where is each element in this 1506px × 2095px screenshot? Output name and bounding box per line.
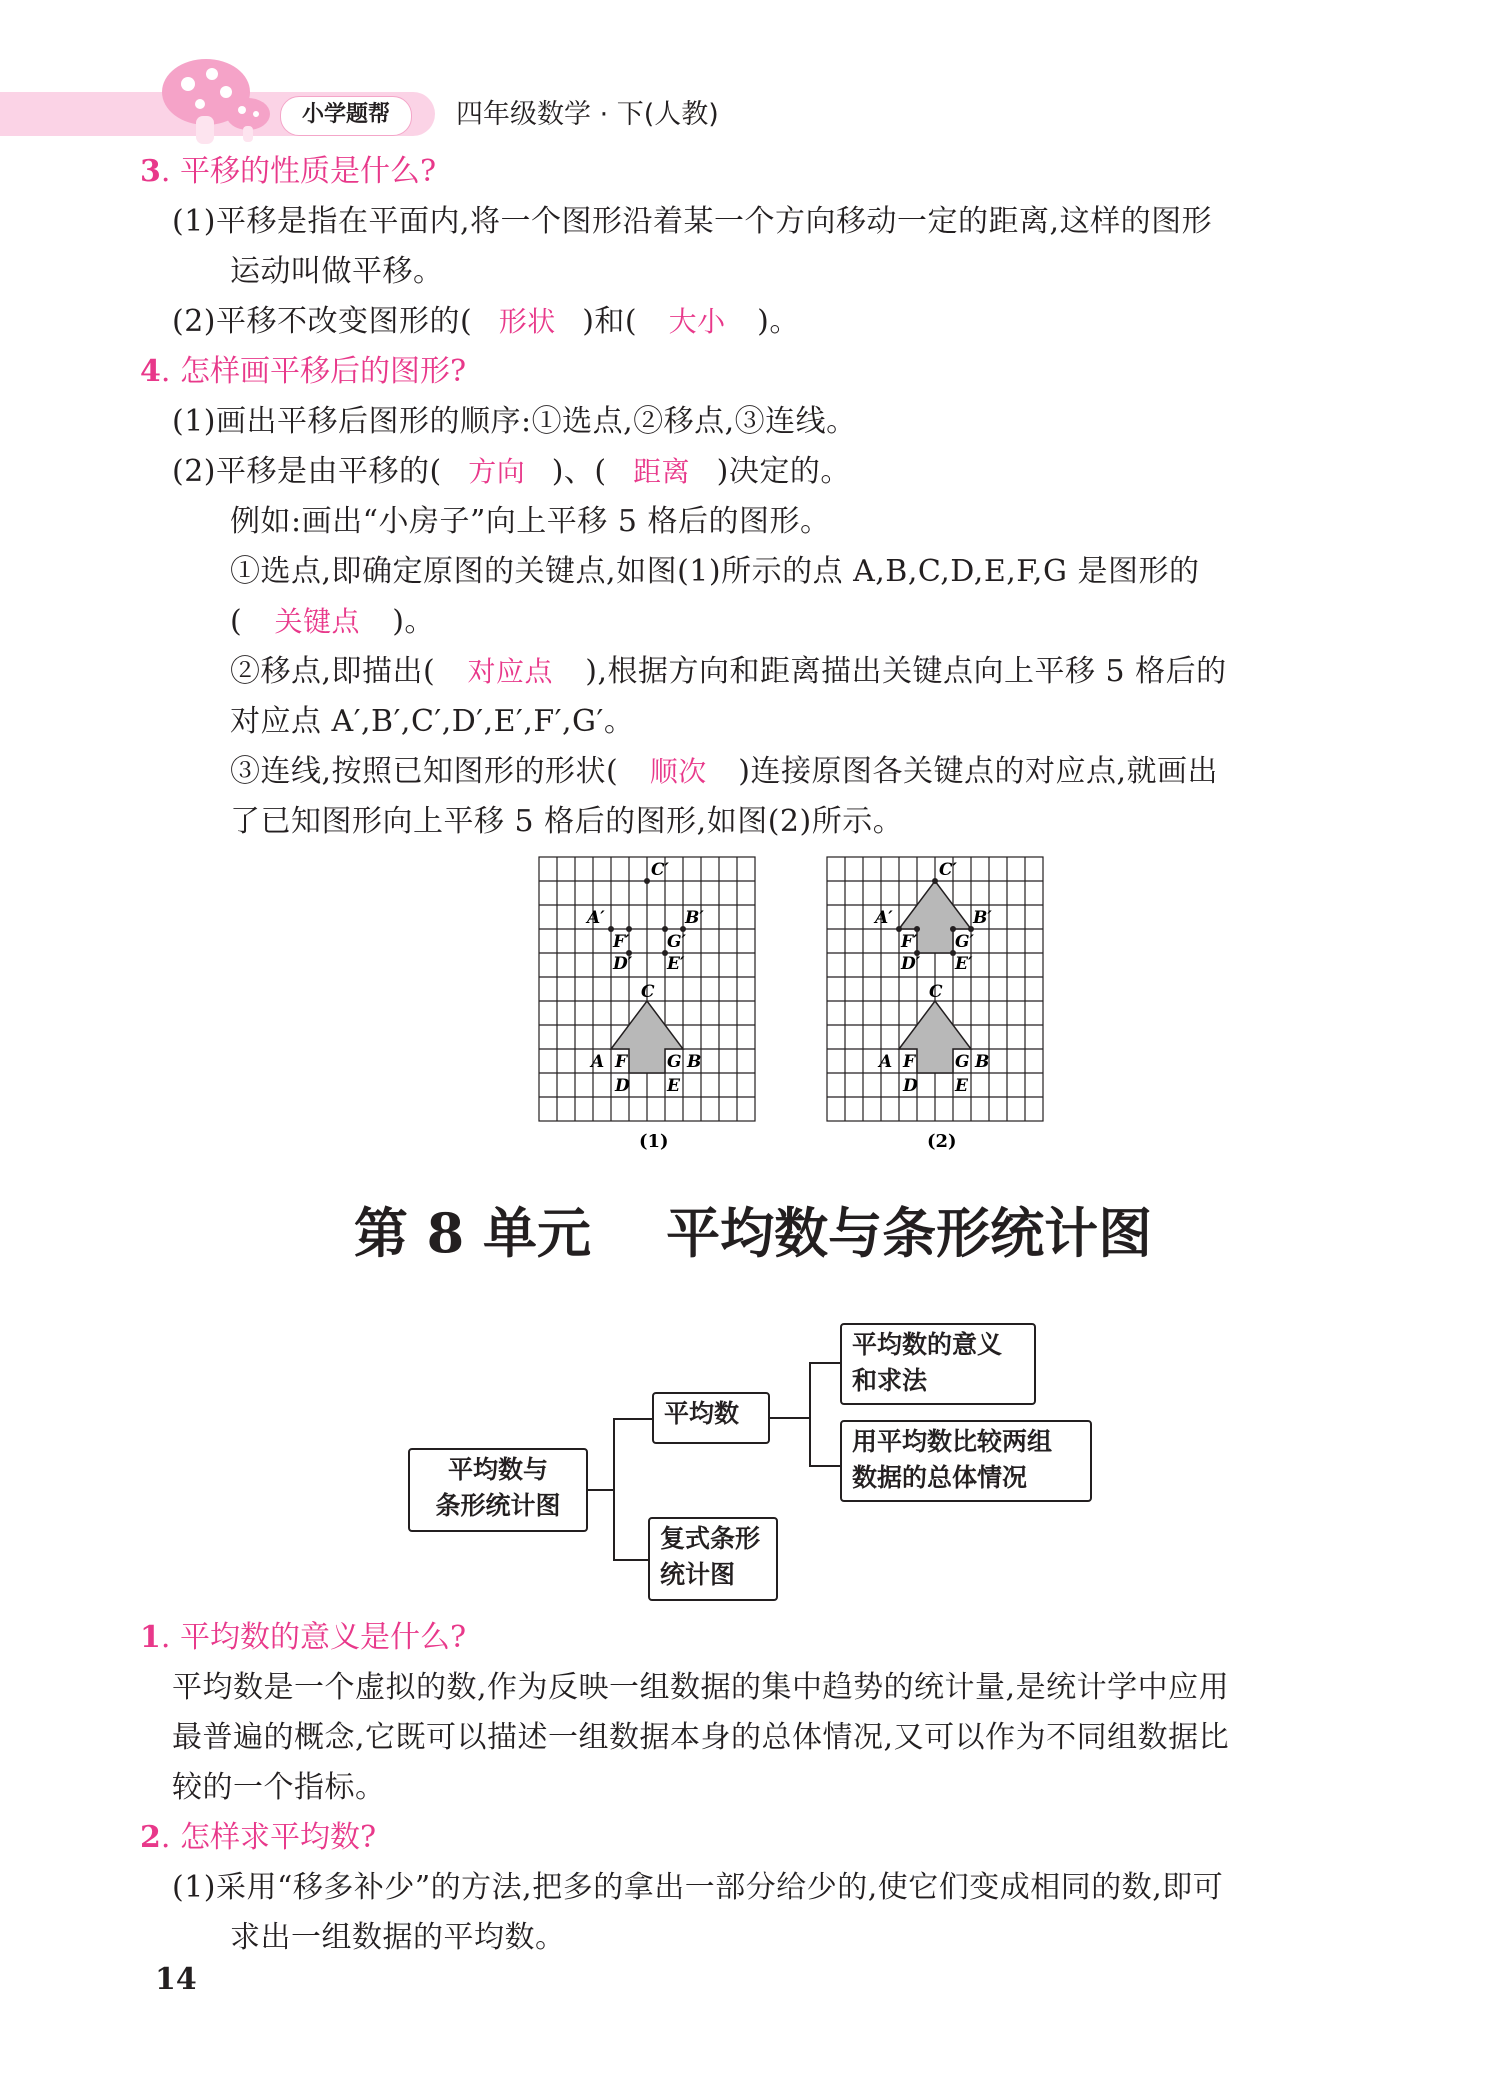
q3-number: 3 xyxy=(140,154,161,189)
q4-step3-line1 xyxy=(230,752,1218,792)
q4-p1: (1)画出平移后图形的顺序:①选点,②移点,③连线。 xyxy=(172,404,857,439)
header-book-title: 四年级数学 · 下(人教) xyxy=(456,99,719,130)
mindmap-average-compare-line2: 数据的总体情况 xyxy=(852,1463,1028,1492)
q4-answer-in-order: 顺次 xyxy=(649,755,707,788)
label2-f: F xyxy=(903,1052,916,1072)
figure-1-grid xyxy=(539,857,755,1152)
mindmap-bar-chart xyxy=(648,1517,778,1601)
q4-example: 例如:画出“小房子”向上平移 5 格后的图形。 xyxy=(230,504,831,539)
mindmap-average-label: 平均数 xyxy=(664,1399,740,1428)
figure-2-caption: (2) xyxy=(927,1131,957,1152)
mindmap-connector xyxy=(809,1362,811,1466)
q3-title: . 平移的性质是什么? xyxy=(160,154,437,189)
mindmap-average-compare-line1: 用平均数比较两组 xyxy=(852,1427,1053,1456)
q4-step1-text-b: )。 xyxy=(392,604,435,639)
mindmap-connector xyxy=(613,1418,615,1560)
label-d: D xyxy=(615,1076,630,1096)
q4-step3-line2: 了已知图形向上平移 5 格后的图形,如图(2)所示。 xyxy=(230,804,904,839)
s1-heading xyxy=(140,1618,466,1658)
mindmap-average-meaning-line1: 平均数的意义 xyxy=(852,1330,1003,1359)
q3-p2-text-a: (2)平移不改变图形的( xyxy=(172,304,473,339)
s1-number: 1 xyxy=(140,1620,161,1655)
mindmap-root xyxy=(408,1448,588,1532)
s1-line2: 最普遍的概念,它既可以描述一组数据本身的总体情况,又可以作为不同组数据比 xyxy=(172,1720,1230,1755)
label-d-prime: D′ xyxy=(613,954,633,974)
mindmap-connector xyxy=(588,1489,614,1491)
q4-step3-text-a: ③连线,按照已知图形的形状( xyxy=(230,754,619,789)
label2-d-prime: D′ xyxy=(901,954,921,974)
translation-figures xyxy=(530,855,1050,1160)
q4-step1-line2 xyxy=(230,602,435,642)
q4-p2-text-c: )决定的。 xyxy=(716,454,851,489)
q4-p2 xyxy=(172,452,851,492)
label-a-prime: A′ xyxy=(587,908,605,928)
q4-p2-text-a: (2)平移是由平移的( xyxy=(172,454,442,489)
q4-step1-text-a: ( xyxy=(230,604,243,639)
label2-e-prime: E′ xyxy=(955,954,973,974)
mindmap-connector xyxy=(809,1465,841,1467)
s2-number: 2 xyxy=(140,1820,161,1855)
mindmap-connector xyxy=(809,1362,841,1364)
s2-heading xyxy=(140,1818,376,1858)
label-f: F xyxy=(615,1052,628,1072)
label2-d: D xyxy=(903,1076,918,1096)
label-b: B xyxy=(687,1052,702,1072)
label2-g: G xyxy=(955,1052,970,1072)
q3-p1-line1: (1)平移是指在平面内,将一个图形沿着某一个方向移动一定的距离,这样的图形 xyxy=(172,204,1213,239)
figure-1-caption: (1) xyxy=(639,1131,669,1152)
label2-e: E xyxy=(955,1076,968,1096)
q3-p2 xyxy=(172,302,800,342)
mindmap-connector xyxy=(770,1417,810,1419)
q3-p1-line2: 运动叫做平移。 xyxy=(230,254,444,289)
q4-number: 4 xyxy=(140,354,161,389)
label-g-prime: G′ xyxy=(667,932,687,952)
q4-step3-text-b: )连接原图各关键点的对应点,就画出 xyxy=(738,754,1218,789)
mindmap-bar-chart-line2: 统计图 xyxy=(660,1560,736,1589)
q4-answer-corresponding-points: 对应点 xyxy=(467,655,553,688)
q4-step2-line1 xyxy=(230,652,1227,692)
label2-c-prime: C′ xyxy=(939,860,958,880)
mindmap-average-compare xyxy=(840,1420,1092,1502)
q4-step1-line1: ①选点,即确定原图的关键点,如图(1)所示的点 A,B,C,D,E,F,G 是图形的 xyxy=(230,554,1200,589)
label2-a: A xyxy=(879,1052,893,1072)
mindmap-connector xyxy=(613,1559,649,1561)
q4-heading xyxy=(140,352,466,392)
label2-f-prime: F′ xyxy=(901,932,918,952)
mindmap-root-line1: 平均数与 xyxy=(447,1455,548,1484)
s2-line2: 求出一组数据的平均数。 xyxy=(230,1920,566,1955)
q4-step2-text-a: ②移点,即描出( xyxy=(230,654,436,689)
label-c-prime: C′ xyxy=(651,860,670,880)
unit-title: 第 8 单元 平均数与条形统计图 xyxy=(353,1201,1153,1265)
mushroom-logo-icon xyxy=(160,52,275,147)
mindmap-bar-chart-line1: 复式条形 xyxy=(660,1524,761,1553)
label-g: G xyxy=(667,1052,682,1072)
s1-title: . 平均数的意义是什么? xyxy=(160,1620,467,1655)
mindmap-average xyxy=(652,1392,770,1444)
label2-g-prime: G′ xyxy=(955,932,975,952)
mindmap-root-line2: 条形统计图 xyxy=(435,1491,561,1520)
s2-line1: (1)采用“移多补少”的方法,把多的拿出一部分给少的,使它们变成相同的数,即可 xyxy=(172,1870,1224,1905)
q4-answer-direction: 方向 xyxy=(468,455,526,488)
mindmap-average-meaning-line2: 和求法 xyxy=(852,1366,928,1395)
q3-heading xyxy=(140,152,436,192)
q4-answer-key-points: 关键点 xyxy=(274,605,360,638)
s2-title: . 怎样求平均数? xyxy=(160,1820,377,1855)
label-e-prime: E′ xyxy=(667,954,685,974)
label2-b-prime: B′ xyxy=(973,908,992,928)
label2-b: B xyxy=(975,1052,990,1072)
label2-c: C xyxy=(929,982,943,1002)
header-brand: 小学题帮 xyxy=(301,102,390,127)
q3-p2-text-b: )和( xyxy=(582,304,638,339)
q4-title: . 怎样画平移后的图形? xyxy=(160,354,467,389)
label-b-prime: B′ xyxy=(685,908,704,928)
label-f-prime: F′ xyxy=(613,932,630,952)
s1-line1: 平均数是一个虚拟的数,作为反映一组数据的集中趋势的统计量,是统计学中应用 xyxy=(172,1670,1230,1705)
q4-p2-text-b: )、( xyxy=(551,454,607,489)
page-number: 14 xyxy=(155,1962,197,1997)
q3-answer-size: 大小 xyxy=(668,305,726,338)
figure-2-grid xyxy=(827,857,1043,1152)
q3-p2-text-c: )。 xyxy=(757,304,800,339)
mindmap-connector xyxy=(613,1418,653,1420)
label2-a-prime: A′ xyxy=(875,908,893,928)
label-e: E xyxy=(667,1076,680,1096)
s1-line3: 较的一个指标。 xyxy=(172,1770,386,1805)
q4-answer-distance: 距离 xyxy=(633,455,691,488)
q4-step2-line2: 对应点 A′,B′,C′,D′,E′,F′,G′。 xyxy=(230,704,635,739)
q3-answer-shape: 形状 xyxy=(498,305,556,338)
q4-step2-text-b: ),根据方向和距离描出关键点向上平移 5 格后的 xyxy=(585,654,1227,689)
label-a: A xyxy=(591,1052,605,1072)
label-c: C xyxy=(641,982,655,1002)
mindmap-average-meaning xyxy=(840,1323,1036,1405)
